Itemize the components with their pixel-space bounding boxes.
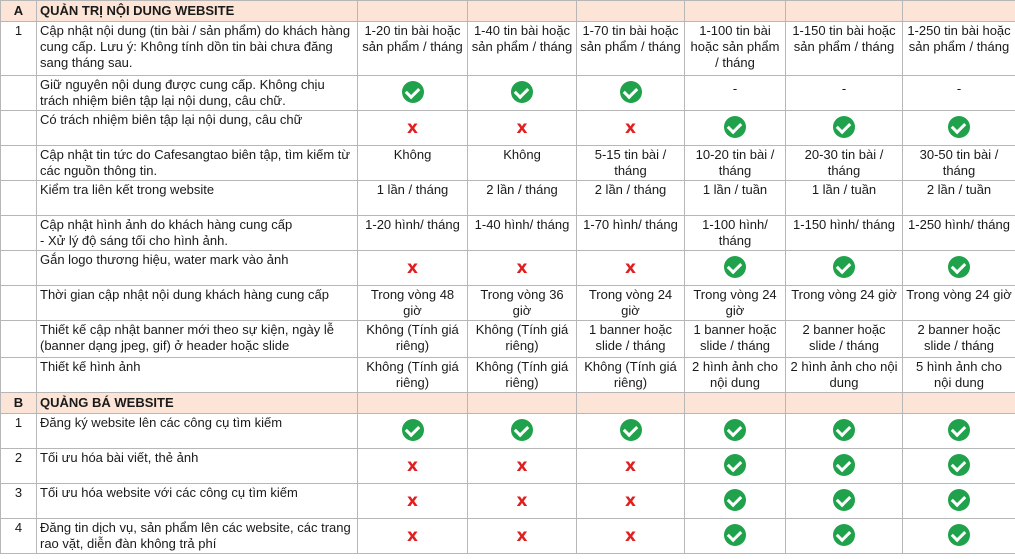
plan-cell	[468, 321, 577, 358]
section-header-cell	[685, 393, 786, 414]
section-header-cell	[685, 1, 786, 22]
plan-cell	[577, 146, 685, 181]
plan-value: Trong vòng 48 giờ	[370, 287, 455, 318]
plan-value: 1-20 tin bài hoặc sản phẩm / tháng	[362, 23, 463, 54]
plan-value: Trong vòng 24 giờ	[906, 287, 1012, 302]
feature-description: Đăng ký website lên các công cụ tìm kiếm	[37, 414, 358, 449]
check-circle-icon	[724, 489, 746, 511]
row-number	[1, 286, 37, 321]
plan-value: Không (Tính giá riêng)	[475, 359, 569, 390]
plan-cell	[903, 449, 1015, 484]
table-row	[1, 251, 1015, 286]
check-circle-icon	[620, 81, 642, 103]
section-header-cell	[358, 393, 468, 414]
plan-cell	[685, 181, 786, 216]
plan-cell	[358, 22, 468, 76]
plan-value: Trong vòng 24 giờ	[791, 287, 897, 302]
check-circle-icon	[833, 454, 855, 476]
plan-value: 1-150 tin bài hoặc sản phẩm / tháng	[792, 23, 896, 54]
plan-cell	[577, 358, 685, 393]
plan-cell	[468, 414, 577, 449]
plan-value: 2 lần / tháng	[594, 182, 667, 197]
plan-cell	[786, 484, 903, 519]
section-header-row	[1, 393, 1015, 414]
plan-value: 1-100 hình/ tháng	[702, 217, 768, 248]
feature-description: Tối ưu hóa website với các công cụ tìm kiếm	[37, 484, 358, 519]
plan-cell	[468, 76, 577, 111]
plan-cell	[358, 76, 468, 111]
feature-description: Thiết kế hình ảnh	[37, 358, 358, 393]
plan-cell	[577, 76, 685, 111]
table-row	[1, 181, 1015, 216]
section-header-cell	[903, 393, 1015, 414]
row-number: 2	[1, 449, 37, 484]
section-header-cell	[468, 1, 577, 22]
plan-cell	[903, 321, 1015, 358]
section-header-cell	[903, 1, 1015, 22]
check-circle-icon	[833, 116, 855, 138]
check-circle-icon	[948, 419, 970, 441]
table-row	[1, 519, 1015, 554]
check-circle-icon	[724, 524, 746, 546]
table-row	[1, 146, 1015, 181]
plan-cell	[468, 146, 577, 181]
plan-cell	[685, 414, 786, 449]
check-circle-icon	[402, 419, 424, 441]
plan-cell	[577, 216, 685, 251]
plan-cell	[903, 414, 1015, 449]
check-circle-icon	[948, 524, 970, 546]
plan-cell	[358, 449, 468, 484]
plan-cell	[358, 181, 468, 216]
plan-value: Không (Tính giá riêng)	[584, 359, 677, 390]
plan-value: 2 lần / tuần	[926, 182, 992, 197]
plan-cell	[577, 519, 685, 554]
row-number: 1	[1, 414, 37, 449]
row-number	[1, 321, 37, 358]
check-circle-icon	[833, 524, 855, 546]
plan-value: 1-70 tin bài hoặc sản phẩm / tháng	[580, 23, 681, 54]
cross-mark-icon: x	[407, 118, 418, 138]
plan-value: 1 banner hoặc slide / tháng	[588, 322, 673, 353]
table-row	[1, 111, 1015, 146]
cross-mark-icon: x	[625, 118, 636, 138]
plan-cell	[468, 358, 577, 393]
plan-cell	[685, 519, 786, 554]
plan-cell	[468, 484, 577, 519]
plan-cell	[468, 181, 577, 216]
plan-value: -	[841, 81, 847, 96]
row-number	[1, 111, 37, 146]
check-circle-icon	[833, 419, 855, 441]
plan-value: 1 lần / tuần	[702, 182, 768, 197]
plan-cell	[786, 358, 903, 393]
row-number	[1, 216, 37, 251]
plan-cell	[577, 22, 685, 76]
check-circle-icon	[724, 116, 746, 138]
plan-value: 20-30 tin bài / tháng	[804, 147, 884, 178]
plan-cell	[903, 216, 1015, 251]
plan-cell	[358, 286, 468, 321]
plan-value: 30-50 tin bài / tháng	[919, 147, 999, 178]
plan-cell	[903, 181, 1015, 216]
plan-cell	[468, 22, 577, 76]
section-header-cell	[577, 393, 685, 414]
feature-description: Cập nhật hình ảnh do khách hàng cung cấp - Xử lý độ sáng tối cho hình ảnh.	[37, 216, 358, 251]
plan-value: 1-100 tin bài hoặc sản phẩm / tháng	[690, 23, 780, 70]
section-header-cell	[786, 1, 903, 22]
check-circle-icon	[620, 419, 642, 441]
plan-cell	[685, 321, 786, 358]
check-circle-icon	[511, 419, 533, 441]
table-row	[1, 286, 1015, 321]
plan-cell	[358, 251, 468, 286]
plan-value: Trong vòng 24 giờ	[588, 287, 673, 318]
cross-mark-icon: x	[516, 258, 528, 278]
section-header-cell	[786, 393, 903, 414]
feature-description: Thiết kế cập nhật banner mới theo sự kiện, ngày lễ (banner dạng jpeg, gif) ở header hoặc slide	[37, 321, 358, 358]
plan-cell	[685, 216, 786, 251]
plan-cell	[577, 321, 685, 358]
plan-cell	[358, 484, 468, 519]
plan-cell	[358, 519, 468, 554]
plan-cell	[577, 484, 685, 519]
plan-cell	[577, 449, 685, 484]
plan-value: 1-40 hình/ tháng	[474, 217, 570, 232]
check-circle-icon	[402, 81, 424, 103]
plan-value: Không (Tính giá riêng)	[366, 359, 459, 390]
plan-cell	[685, 76, 786, 111]
plan-cell	[358, 358, 468, 393]
plan-value: Trong vòng 24 giờ	[693, 287, 777, 318]
row-number	[1, 358, 37, 393]
check-circle-icon	[724, 454, 746, 476]
plan-cell	[685, 358, 786, 393]
row-number	[1, 251, 37, 286]
plan-cell	[786, 22, 903, 76]
plan-cell	[786, 76, 903, 111]
check-circle-icon	[833, 489, 855, 511]
plan-cell	[577, 111, 685, 146]
plan-cell	[577, 181, 685, 216]
table-row	[1, 358, 1015, 393]
cross-mark-icon: x	[407, 456, 418, 476]
table-row	[1, 449, 1015, 484]
plan-value: Không	[503, 147, 541, 162]
plan-cell	[577, 286, 685, 321]
cross-mark-icon: x	[407, 526, 418, 546]
cross-mark-icon: x	[407, 491, 418, 511]
plan-value: 2 banner hoặc slide / tháng	[917, 322, 1001, 353]
row-number	[1, 76, 37, 111]
plan-value: 1-250 hình/ tháng	[908, 217, 1010, 232]
plan-value: Không (Tính giá riêng)	[366, 322, 459, 353]
plan-cell	[786, 519, 903, 554]
check-circle-icon	[511, 81, 533, 103]
cross-mark-icon: x	[516, 118, 528, 138]
check-circle-icon	[948, 116, 970, 138]
plan-cell	[685, 484, 786, 519]
plan-cell	[903, 286, 1015, 321]
section-header-cell	[468, 393, 577, 414]
row-number: 1	[1, 22, 37, 76]
plan-value: 1-20 hình/ tháng	[365, 217, 460, 232]
section-title: QUẢN TRỊ NỘI DUNG WEBSITE	[37, 1, 358, 22]
plan-value: 1 lần / tháng	[376, 182, 449, 197]
table-row	[1, 216, 1015, 251]
feature-description: Có trách nhiệm biên tập lại nội dung, câu chữ	[37, 111, 358, 146]
check-circle-icon	[724, 419, 746, 441]
plan-cell	[468, 449, 577, 484]
check-circle-icon	[833, 256, 855, 278]
plan-value: 1 lần / tuần	[811, 182, 877, 197]
cross-mark-icon: x	[407, 258, 418, 278]
plan-value: 2 hình ảnh cho nội dung	[790, 359, 898, 390]
row-number: 4	[1, 519, 37, 554]
feature-description: Cập nhật tin tức do Cafesangtao biên tập, tìm kiếm từ các nguồn thông tin.	[37, 146, 358, 181]
cross-mark-icon: x	[625, 491, 636, 511]
plan-value: 1-70 hình/ tháng	[583, 217, 678, 232]
plan-cell	[468, 216, 577, 251]
plan-cell	[903, 111, 1015, 146]
table-row	[1, 484, 1015, 519]
check-circle-icon	[948, 454, 970, 476]
cross-mark-icon: x	[625, 526, 636, 546]
table-row	[1, 22, 1015, 76]
plan-cell	[358, 414, 468, 449]
section-letter: A	[1, 1, 37, 22]
plan-cell	[577, 414, 685, 449]
section-header-cell	[358, 1, 468, 22]
plan-cell	[685, 146, 786, 181]
plan-value: 1-40 tin bài hoặc sản phẩm / tháng	[471, 23, 573, 54]
plan-value: 1-250 tin bài hoặc sản phẩm / tháng	[907, 23, 1011, 54]
section-letter: B	[1, 393, 37, 414]
plan-cell	[685, 449, 786, 484]
cross-mark-icon: x	[625, 258, 636, 278]
plan-cell	[685, 286, 786, 321]
plan-value: 2 lần / tháng	[486, 182, 558, 197]
cross-mark-icon: x	[625, 456, 636, 476]
plan-value: Không (Tính giá riêng)	[475, 322, 569, 353]
table-row	[1, 321, 1015, 358]
plan-value: 2 banner hoặc slide / tháng	[802, 322, 886, 353]
row-number	[1, 181, 37, 216]
plan-cell	[358, 216, 468, 251]
row-number	[1, 146, 37, 181]
plan-cell	[903, 76, 1015, 111]
plan-cell	[786, 216, 903, 251]
plan-cell	[786, 321, 903, 358]
plan-value: Trong vòng 36 giờ	[480, 287, 564, 318]
plan-value: Không	[393, 147, 432, 162]
feature-description: Đăng tin dịch vụ, sản phẩm lên các website, các trang rao vặt, diễn đàn không trả phí	[37, 519, 358, 554]
plan-cell	[685, 22, 786, 76]
plan-value: 1-150 hình/ tháng	[793, 217, 895, 232]
plan-cell	[786, 286, 903, 321]
feature-description: Gắn logo thương hiệu, water mark vào ảnh	[37, 251, 358, 286]
section-header-cell	[577, 1, 685, 22]
plan-cell	[903, 519, 1015, 554]
feature-description: Tối ưu hóa bài viết, thẻ ảnh	[37, 449, 358, 484]
plan-cell	[786, 181, 903, 216]
plan-cell	[786, 146, 903, 181]
cross-mark-icon: x	[516, 491, 528, 511]
row-number: 3	[1, 484, 37, 519]
table-row	[1, 76, 1015, 111]
plan-cell	[903, 146, 1015, 181]
plan-cell	[903, 484, 1015, 519]
plan-cell	[358, 111, 468, 146]
plan-cell	[468, 519, 577, 554]
plan-cell	[903, 358, 1015, 393]
cross-mark-icon: x	[516, 526, 528, 546]
plan-cell	[468, 251, 577, 286]
feature-description: Thời gian cập nhật nội dung khách hàng cung cấp	[37, 286, 358, 321]
plan-value: -	[732, 81, 738, 96]
plan-cell	[468, 286, 577, 321]
table-body	[1, 1, 1015, 554]
plan-value: 1 banner hoặc slide / tháng	[693, 322, 777, 353]
plan-cell	[358, 321, 468, 358]
plan-value: 5-15 tin bài / tháng	[594, 147, 667, 178]
plan-cell	[685, 251, 786, 286]
plan-cell	[786, 111, 903, 146]
plan-cell	[786, 449, 903, 484]
plan-cell	[358, 146, 468, 181]
plan-cell	[577, 251, 685, 286]
plan-cell	[685, 111, 786, 146]
plan-cell	[903, 251, 1015, 286]
plan-value: -	[956, 81, 962, 96]
plan-value: 10-20 tin bài / tháng	[695, 147, 775, 178]
section-title: QUẢNG BÁ WEBSITE	[37, 393, 358, 414]
plan-value: 2 hình ảnh cho nội dung	[691, 359, 779, 390]
check-circle-icon	[724, 256, 746, 278]
feature-description: Giữ nguyên nội dung được cung cấp. Không chịu trách nhiệm biên tập lại nội dung, câu chữ.	[37, 76, 358, 111]
plan-cell	[786, 414, 903, 449]
plan-cell	[468, 111, 577, 146]
section-header-row	[1, 1, 1015, 22]
feature-description: Cập nhật nội dung (tin bài / sản phẩm) do khách hàng cung cấp. Lưu ý: Không tính dồn tin bài chưa đăng sang tháng sau.	[37, 22, 358, 76]
cross-mark-icon: x	[516, 456, 528, 476]
check-circle-icon	[948, 256, 970, 278]
plan-cell	[786, 251, 903, 286]
check-circle-icon	[948, 489, 970, 511]
feature-description: Kiểm tra liên kết trong website	[37, 181, 358, 216]
plan-cell	[903, 22, 1015, 76]
plan-value: 5 hình ảnh cho nội dung	[915, 359, 1003, 390]
table-row	[1, 414, 1015, 449]
